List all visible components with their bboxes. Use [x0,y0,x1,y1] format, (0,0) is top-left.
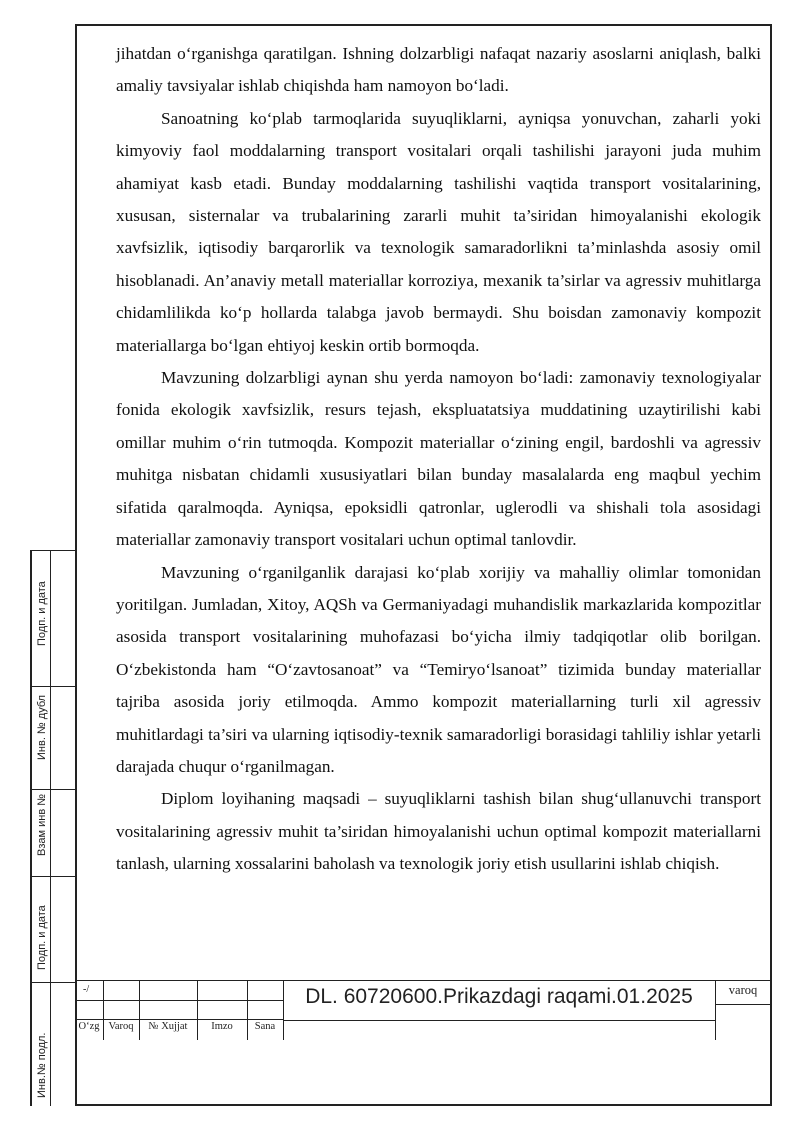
col-label-list: Varoq [108,1021,134,1032]
document-body [116,38,761,881]
strip-divider [50,550,51,1106]
side-label-inv-podl: Инв.№ подл. [36,1032,48,1098]
sheet-label: varoq [728,983,758,997]
side-label-podp-data: Подп. и дата [36,905,48,970]
paragraph: Diplom loyihaning maqsadi – suyuqliklarni tashish bilan shug‘ullanuvchi transport vositalarining agressiv muhit ta’siridan himoyalanishi uchun optimal kompozit materiallarni tanlash, ularning xossalarini baholash va texnologik joriy etish usullarini ishlab chiqish. [116,789,761,874]
side-label-podp-data: Подп. и дата [36,581,48,646]
col-label-izm: O‘zg [78,1021,100,1032]
col-label-sign: Imzo [211,1021,233,1032]
stamp-line [283,1020,715,1021]
paragraph: jihatdan o‘rganishga qaratilgan. Ishning dolzarbligi nafaqat nazariy asoslarni aniqlash, balki amaliy tavsiyalar ishlab chiqishda ham namoyon bo‘ladi. [116,44,761,96]
binding-strip [30,550,75,1106]
col-label-date: Sana [254,1021,276,1032]
paragraph: Mavzuning o‘rganilganlik darajasi ko‘plab xorijiy va mahalliy olimlar tomonidan yoritilgan. Jumladan, Xitoy, AQSh va Germaniyadagi muhandislik markazlarida kompozitlar asosida transport vositalarining muhofazasi bo‘yicha ilmiy tadqiqotlar olib borilgan. O‘zbekistonda ham “O‘zavtosanoat” va “Temiryo‘lsanoat” tizimida bunday materiallar tajriba asosida joriy etilmoqda. Ammo kompozit materiallarning turli xil agressiv muhitlardagi ta’siri va ularning iqtisodiy-texnik samaradorligi borasidagi tahliliy ishlar yetarli darajada chuqur o‘rganilmagan. [116,562,761,776]
col-label-doc: № Xujjat [148,1021,188,1032]
side-label-vzam-inv: Взам инв № [36,793,48,856]
paragraph: Mavzuning dolzarbligi aynan shu yerda namoyon bo‘ladi: zamonaviy texnologiyalar fonida ekologik xavfsizlik, resurs tejash, ekspluatatsiya muddatining uzaytirilishi kabi omillar muhim o‘rin tutmoqda. Kompozit materiallar o‘zining engil, bardoshli va agressiv muhitga nisbatan chidamli xususiyatlari bilan bunday masalalarda eng maqbul yechim sifatida qaralmoqda. Ayniqsa, epoksidli qatronlar, uglerodli va shishali tola asosidagi materiallar zamonaviy transport vositalari uchun optimal tanlovdir. [116,368,761,550]
stamp-line [75,980,772,981]
stamp-line [715,1004,772,1005]
document-code: DL. 60720600.Prikazdagi raqami.01.2025 [305,985,693,1008]
title-block [75,980,772,1040]
stamp-dash: -/ [83,984,90,995]
stamp-line [75,1000,283,1001]
side-label-inv-dubl: Инв. № дубл [36,694,48,760]
stamp-line [75,1019,283,1020]
paragraph: Sanoatning ko‘plab tarmoqlarida suyuqliklarni, ayniqsa yonuvchan, zaharli yoki kimyoviy faol moddalarning transport vositalari orqali tashilishi jarayoni juda muhim ahamiyat kasb etadi. Bunday moddalarning tashilishi vaqtida transport vositalarining, xususan, sisternalar va trubalarining zararli muhit ta’siridan himoyalanishi ekologik xavfsizlik, iqtisodiy barqarorlik va texnologik samaradorlikni ta’minlashda asosiy omil hisoblanadi. An’anaviy metall materiallar korroziya, mexanik ta’sirlar va agressiv muhitlarga chidamlilikda ko‘p hollarda talabga javob bermaydi. Shu boisdan zamonaviy kompozit materiallarga bo‘lgan ehtiyoj keskin ortib bormoqda. [116,108,761,355]
